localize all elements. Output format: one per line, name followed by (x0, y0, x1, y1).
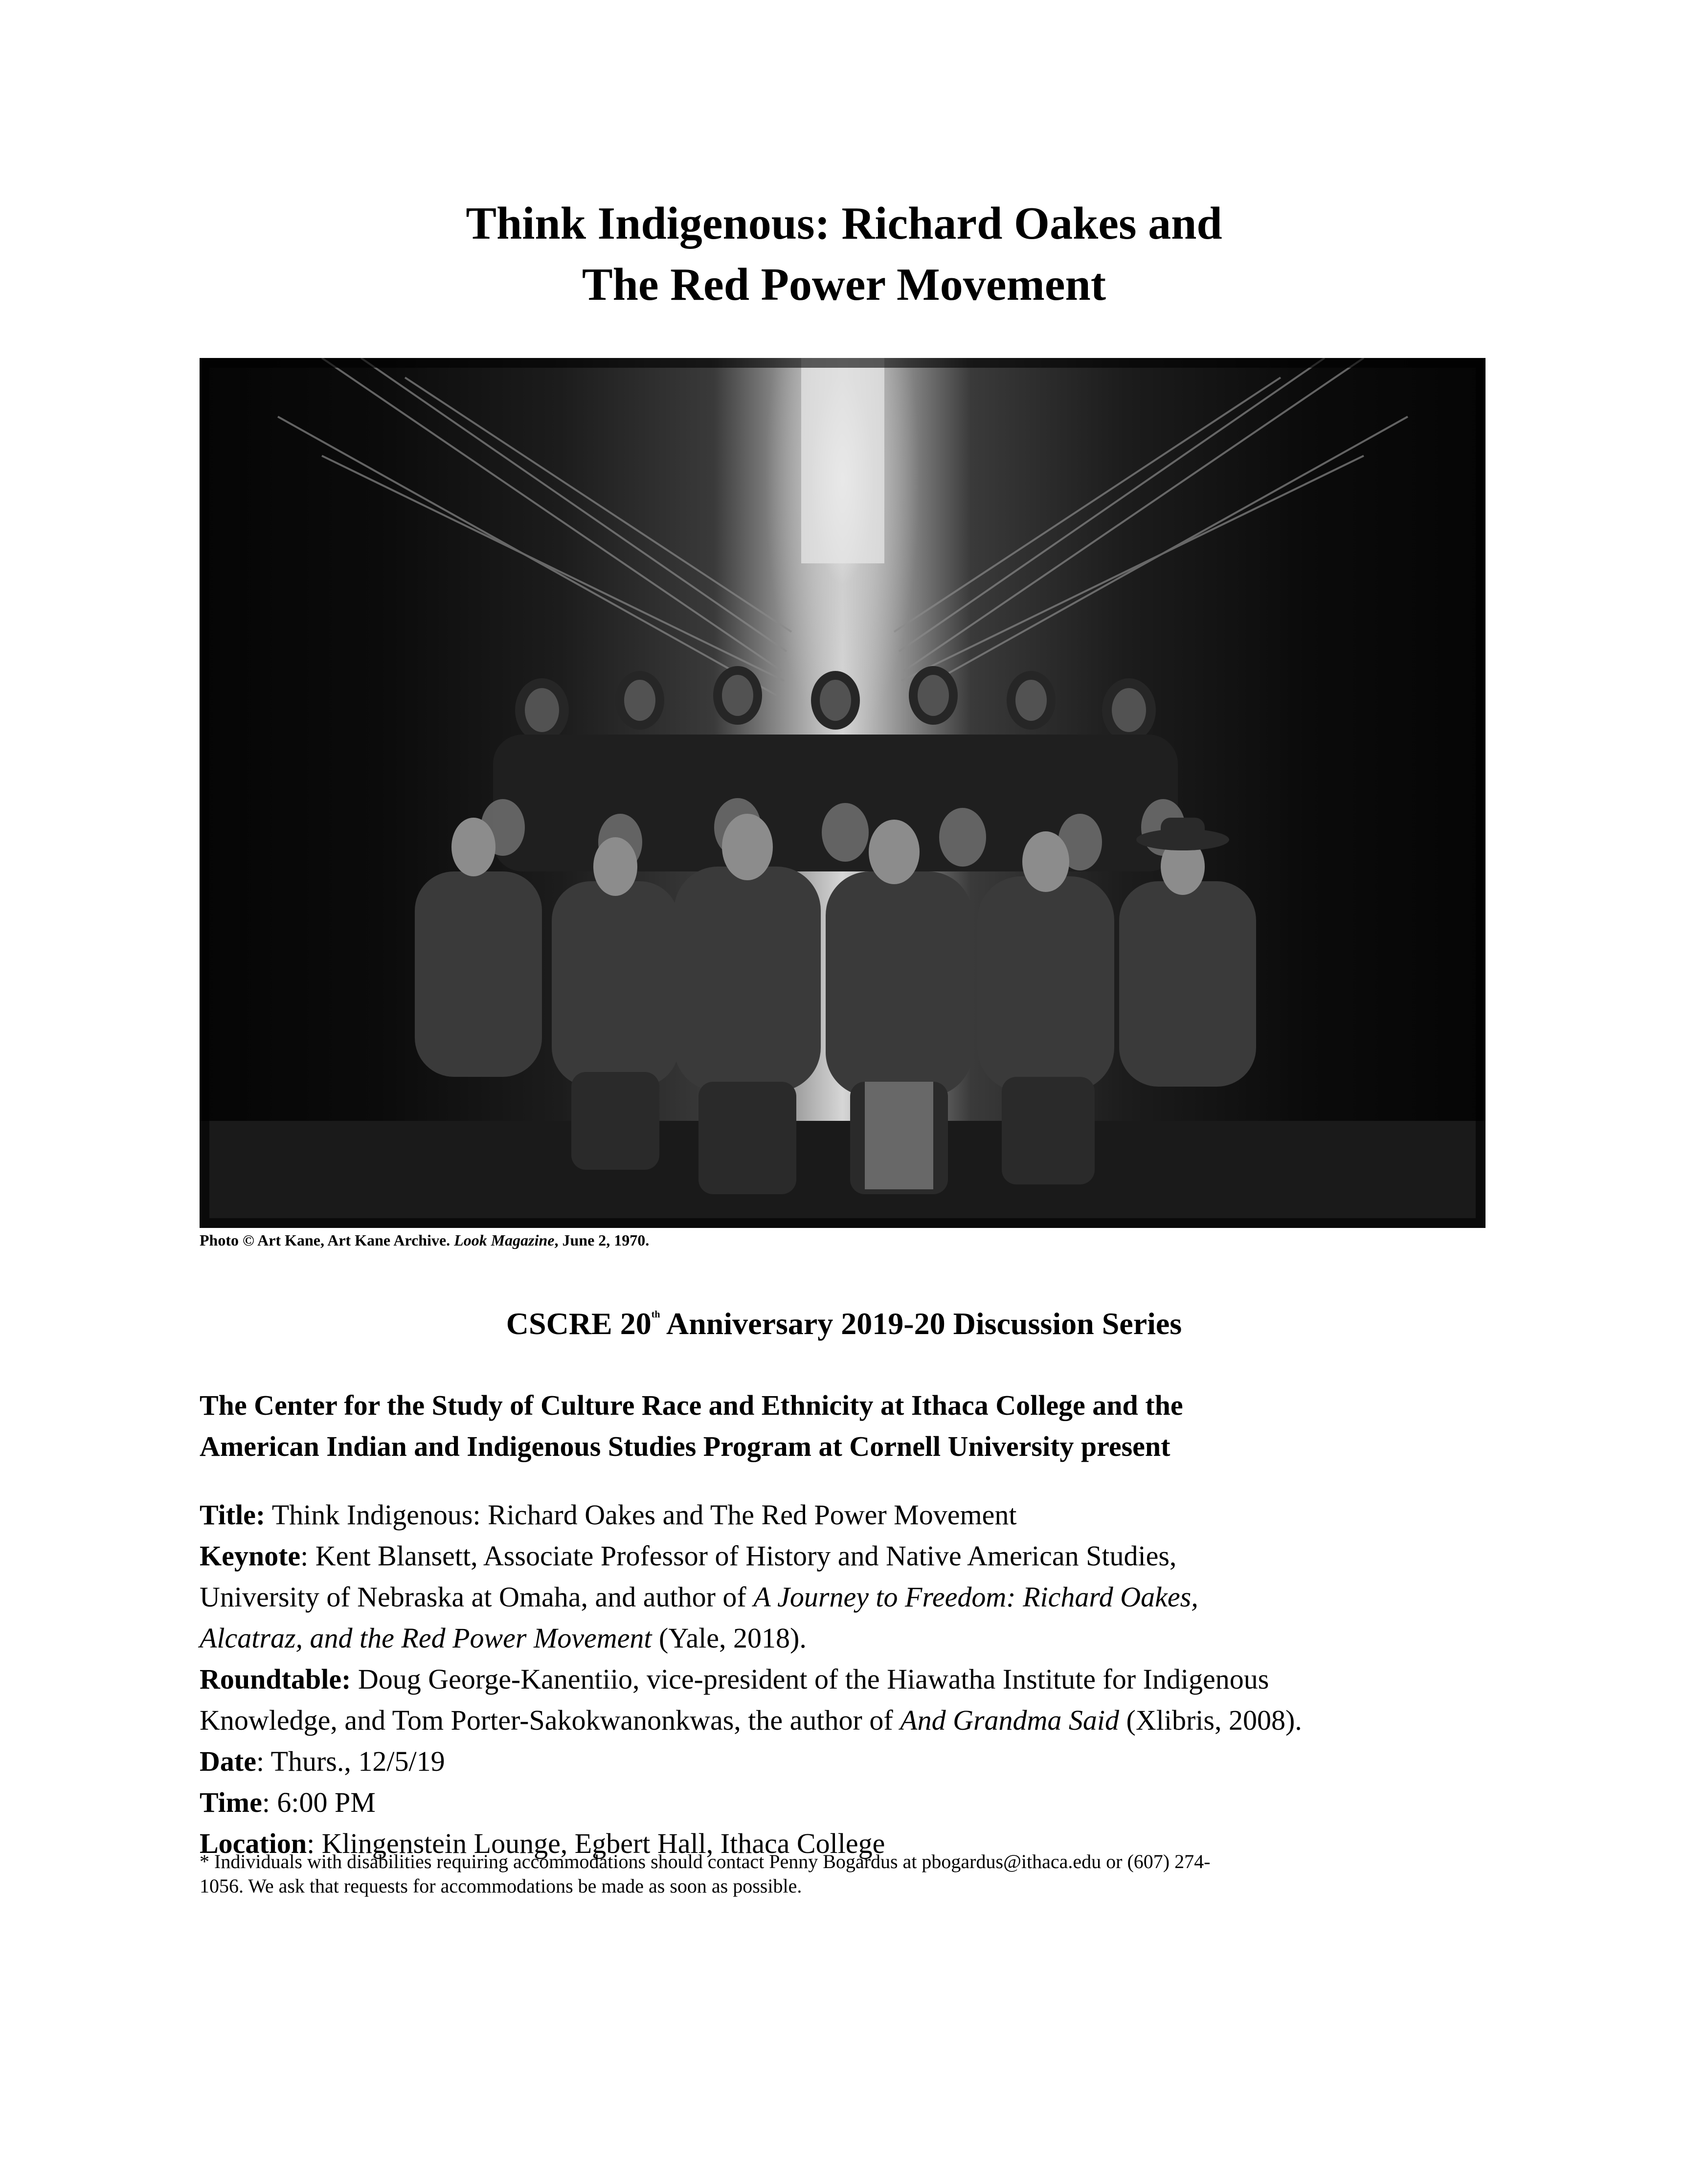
detail-keynote-row (200, 1536, 1510, 1577)
detail-keynote-book-1: A Journey to Freedom: Richard Oakes, (753, 1581, 1198, 1613)
photo-caption (200, 1231, 649, 1249)
detail-roundtable-book: And Grandma Said (900, 1704, 1120, 1736)
detail-keynote-row-2 (200, 1577, 1510, 1618)
poster-title-line-1: Think Indigenous: Richard Oakes and (466, 198, 1222, 249)
detail-keynote-row-3 (200, 1618, 1510, 1659)
poster-title-line-2: The Red Power Movement (582, 259, 1106, 310)
detail-roundtable-publisher: (Xlibris, 2008). (1119, 1704, 1302, 1736)
detail-keynote-book-2: Alcatraz, and the Red Power Movement (200, 1622, 652, 1654)
series-ordinal: th (651, 1309, 660, 1320)
photo-magazine: Look Magazine (454, 1231, 555, 1249)
detail-roundtable-line-2: Knowledge, and Tom Porter-Sakokwanonkwas, the author of (200, 1704, 900, 1736)
accessibility-notice (200, 1850, 1501, 1898)
detail-roundtable-label: Roundtable: (200, 1663, 351, 1695)
accessibility-notice-line-2: 1056. We ask that requests for accommodations be made as soon as possible. (200, 1875, 802, 1897)
series-heading (0, 1306, 1688, 1342)
photo-date: , June 2, 1970. (554, 1231, 650, 1249)
presenters-statement (200, 1385, 1491, 1467)
detail-location-value: : Klingenstein Lounge, Egbert Hall, Ithaca College (307, 1827, 885, 1859)
presenters-line-1: The Center for the Study of Culture Race and Ethnicity at Ithaca College and the (200, 1389, 1183, 1421)
detail-keynote-label: Keynote (200, 1540, 301, 1572)
accessibility-notice-line-1: * Individuals with disabilities requiring accommodations should contact Penny Bogardus at pbogardus@ithaca.edu or (607) 274- (200, 1850, 1211, 1872)
detail-keynote-publisher: (Yale, 2018). (652, 1622, 807, 1654)
detail-roundtable-row (200, 1659, 1510, 1700)
detail-time-value: : 6:00 PM (262, 1786, 376, 1818)
detail-keynote-line-1: : Kent Blansett, Associate Professor of History and Native American Studies, (300, 1540, 1177, 1572)
detail-location-label: Location (200, 1827, 307, 1859)
detail-title-row (200, 1494, 1510, 1536)
detail-roundtable-row-2 (200, 1700, 1510, 1741)
detail-title-value: Think Indigenous: Richard Oakes and The Red Power Movement (265, 1499, 1017, 1531)
series-prefix: CSCRE 20 (506, 1306, 652, 1341)
detail-date-label: Date (200, 1745, 256, 1777)
series-suffix: Anniversary 2019-20 Discussion Series (660, 1306, 1182, 1341)
detail-keynote-line-2: University of Nebraska at Omaha, and author of (200, 1581, 754, 1613)
detail-time-label: Time (200, 1786, 262, 1818)
detail-roundtable-line-1: Doug George-Kanentiio, vice-president of the Hiawatha Institute for Indigenous (351, 1663, 1269, 1695)
event-details (200, 1494, 1510, 1864)
presenters-line-2: American Indian and Indigenous Studies Program at Cornell University present (200, 1430, 1170, 1462)
detail-date-value: : Thurs., 12/5/19 (256, 1745, 445, 1777)
photo-credit: Photo © Art Kane, Art Kane Archive. (200, 1231, 450, 1249)
detail-title-label: Title: (200, 1499, 266, 1531)
detail-date-row (200, 1741, 1510, 1782)
event-photo (200, 358, 1485, 1228)
detail-time-row (200, 1782, 1510, 1823)
